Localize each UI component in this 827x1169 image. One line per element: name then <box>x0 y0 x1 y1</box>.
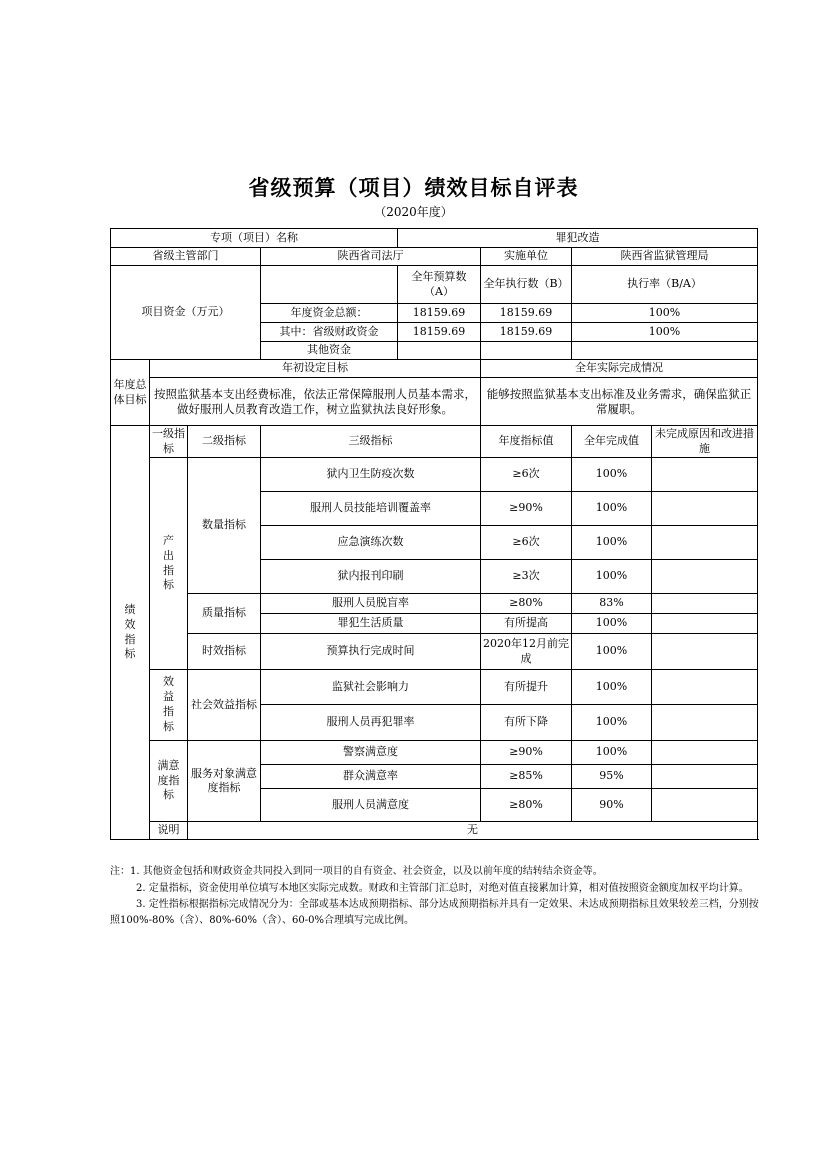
goals-label: 年度总体目标 <box>111 360 150 426</box>
funds-header-row <box>111 266 758 304</box>
indicator-reason <box>652 594 758 614</box>
indicator-target: 有所提升 <box>481 670 572 705</box>
level1-output: 产出指标 <box>150 458 188 670</box>
indicator-target: 2020年12月前完成 <box>481 634 572 670</box>
remark-label: 说明 <box>150 822 188 840</box>
project-name-value: 罪犯改造 <box>398 229 758 248</box>
level1-benefit: 效益指标 <box>150 670 188 741</box>
level2-service-satisfaction: 服务对象满意度指标 <box>188 741 261 822</box>
indicator-target: 有所提高 <box>481 614 572 634</box>
indicator-reason <box>652 492 758 526</box>
indicator-actual: 100% <box>572 670 652 705</box>
indicator-name: 应急演练次数 <box>261 526 481 560</box>
indicator-name: 服刑人员满意度 <box>261 789 481 822</box>
remark-row <box>111 822 758 840</box>
funds-row-rate: 100% <box>572 304 758 323</box>
indicator-name: 狱内卫生防疫次数 <box>261 458 481 492</box>
col-target: 年度指标值 <box>481 426 572 458</box>
indicator-target: ≥90% <box>481 492 572 526</box>
page-subtitle: （2020年度） <box>374 205 453 219</box>
indicator-reason <box>652 705 758 741</box>
indicator-name: 罪犯生活质量 <box>261 614 481 634</box>
indicator-target: ≥6次 <box>481 458 572 492</box>
indicator-row <box>111 594 758 614</box>
indicator-reason <box>652 458 758 492</box>
funds-col-exec: 全年执行数（B） <box>481 266 572 304</box>
indicator-name: 警察满意度 <box>261 741 481 765</box>
indicator-target: 有所下降 <box>481 705 572 741</box>
indicator-target: ≥80% <box>481 594 572 614</box>
indicator-reason <box>652 765 758 789</box>
level2-social-benefit: 社会效益指标 <box>188 670 261 741</box>
indicator-actual: 100% <box>572 560 652 594</box>
indicator-name: 监狱社会影响力 <box>261 670 481 705</box>
indicators-section-label: 绩效指标 <box>111 426 150 840</box>
indicator-row <box>111 670 758 705</box>
indicator-target: ≥6次 <box>481 526 572 560</box>
indicator-name: 狱内报刊印刷 <box>261 560 481 594</box>
funds-col-budget: 全年预算数（A） <box>398 266 481 304</box>
indicator-reason <box>652 741 758 765</box>
indicators-header-row <box>111 426 758 458</box>
goals-content-row <box>111 378 758 426</box>
funds-row-exec: 18159.69 <box>481 304 572 323</box>
funds-row-label: 其中：省级财政资金 <box>261 323 398 342</box>
goals-initial-label: 年初设定目标 <box>150 360 481 378</box>
col-level1: 一级指标 <box>150 426 188 458</box>
funds-row-rate <box>572 342 758 360</box>
funds-row-budget <box>398 342 481 360</box>
indicator-row <box>111 458 758 492</box>
indicator-actual: 100% <box>572 614 652 634</box>
col-level2: 二级指标 <box>188 426 261 458</box>
indicator-row <box>111 634 758 670</box>
indicator-reason <box>652 634 758 670</box>
indicator-actual: 90% <box>572 789 652 822</box>
indicator-name: 服刑人员再犯罪率 <box>261 705 481 741</box>
funds-blank <box>261 266 398 304</box>
indicator-reason <box>652 526 758 560</box>
indicator-target: ≥3次 <box>481 560 572 594</box>
indicator-actual: 100% <box>572 492 652 526</box>
funds-row-exec: 18159.69 <box>481 323 572 342</box>
indicator-name: 服刑人员脱盲率 <box>261 594 481 614</box>
level2-quality: 质量指标 <box>188 594 261 634</box>
funds-col-rate: 执行率（B/A） <box>572 266 758 304</box>
dept-value: 陕西省司法厅 <box>261 248 481 266</box>
project-name-label: 专项（项目）名称 <box>111 229 398 248</box>
unit-value: 陕西省监狱管理局 <box>572 248 758 266</box>
funds-row-label: 年度资金总额： <box>261 304 398 323</box>
indicator-target: ≥85% <box>481 765 572 789</box>
footnote: 3. 定性指标根据指标完成情况分为：全部或基本达成预期指标、部分达成预期指标并具有一定效果、未达成预期指标且效果较差三档，分别按照100%-80%（含）、80%-60%（含）、60-0%合理填写完成比例。 <box>110 899 759 926</box>
goals-actual-label: 全年实际完成情况 <box>481 360 758 378</box>
dept-label: 省级主管部门 <box>111 248 261 266</box>
indicator-actual: 95% <box>572 765 652 789</box>
level2-timeliness: 时效指标 <box>188 634 261 670</box>
indicator-actual: 83% <box>572 594 652 614</box>
indicator-actual: 100% <box>572 458 652 492</box>
col-level3: 三级指标 <box>261 426 481 458</box>
department-row <box>111 248 758 266</box>
col-reason: 未完成原因和改进措施 <box>652 426 758 458</box>
funds-row-exec <box>481 342 572 360</box>
goals-initial-text: 按照监狱基本支出经费标准，依法正常保障服刑人员基本需求，做好服刑人员教育改造工作，树立监狱执法良好形象。 <box>150 378 481 426</box>
level1-satisfaction: 满意度指标 <box>150 741 188 822</box>
footnote: 2. 定量指标，资金使用单位填写本地区实际完成数。财政和主管部门汇总时，对绝对值直接累加计算，相对值按照资金额度加权平均计算。 <box>136 882 749 894</box>
indicator-name: 服刑人员技能培训覆盖率 <box>261 492 481 526</box>
page-title: 省级预算（项目）绩效目标自评表 <box>248 175 579 200</box>
footnote: 注：1. 其他资金包括和财政资金共同投入到同一项目的自有资金、社会资金，以及以前年度的结转结余资金等。 <box>110 866 603 877</box>
indicator-row <box>111 741 758 765</box>
col-actual: 全年完成值 <box>572 426 652 458</box>
indicator-actual: 100% <box>572 741 652 765</box>
funds-row-budget: 18159.69 <box>398 304 481 323</box>
indicator-name: 群众满意率 <box>261 765 481 789</box>
evaluation-table <box>110 228 758 840</box>
level2-quantity: 数量指标 <box>188 458 261 594</box>
indicator-reason <box>652 670 758 705</box>
funds-row-budget: 18159.69 <box>398 323 481 342</box>
funds-row-rate: 100% <box>572 323 758 342</box>
indicator-target: ≥80% <box>481 789 572 822</box>
indicator-actual: 100% <box>572 526 652 560</box>
indicator-reason <box>652 560 758 594</box>
funds-row-label: 其他资金 <box>261 342 398 360</box>
indicator-reason <box>652 614 758 634</box>
remark-value: 无 <box>188 822 758 840</box>
indicator-actual: 100% <box>572 634 652 670</box>
footnotes <box>110 864 760 929</box>
funds-label: 项目资金（万元） <box>111 266 261 360</box>
indicator-name: 预算执行完成时间 <box>261 634 481 670</box>
goals-actual-text: 能够按照监狱基本支出标准及业务需求，确保监狱正常履职。 <box>481 378 758 426</box>
indicator-target: ≥90% <box>481 741 572 765</box>
unit-label: 实施单位 <box>481 248 572 266</box>
goals-header-row <box>111 360 758 378</box>
project-name-row <box>111 229 758 248</box>
indicator-actual: 100% <box>572 705 652 741</box>
indicator-reason <box>652 789 758 822</box>
